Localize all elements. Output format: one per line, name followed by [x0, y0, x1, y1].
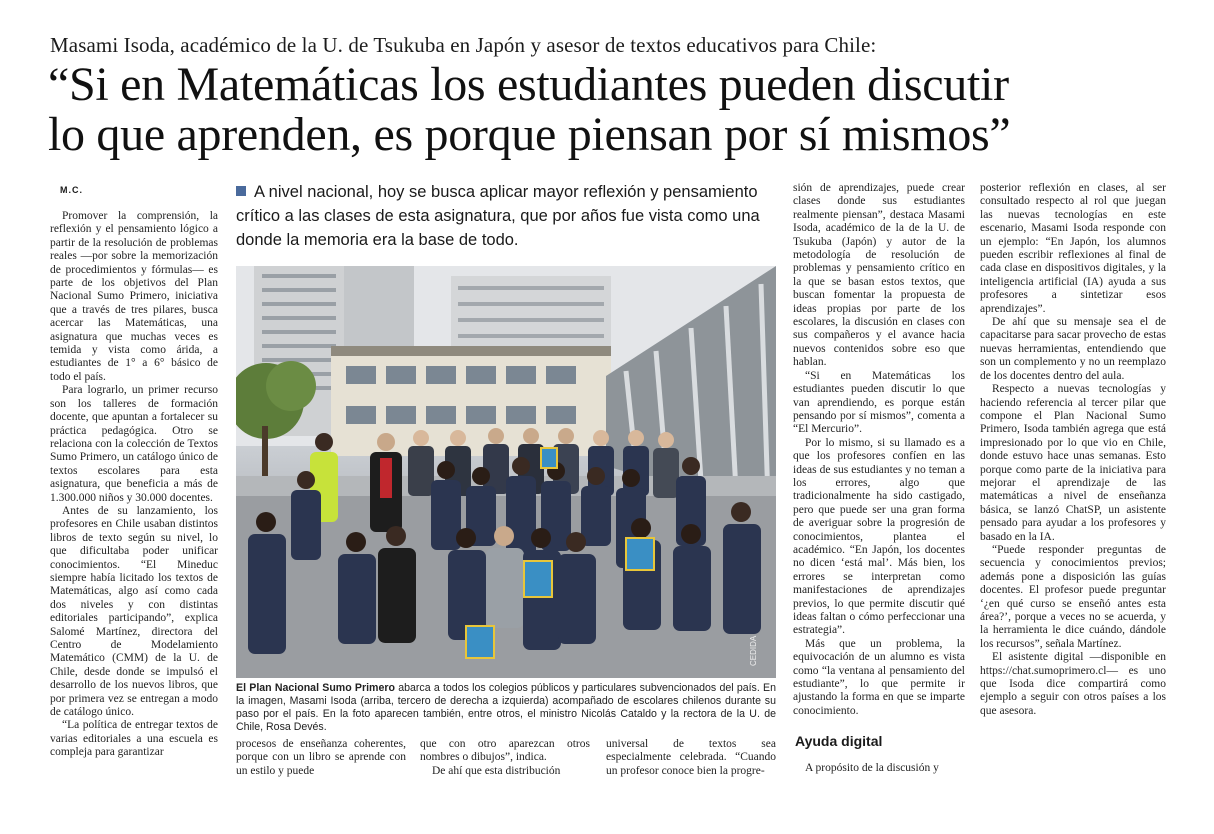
paragraph: posterior reflexión en clases, al ser consultado respecto al rol que juegan las nuevas tecnologías en este escenario, Masami Isoda responde con un ejemplo: “En Japón, los alumnos pueden escribir reflexiones al final de cada clase en dispositivos digitales, y la inteligencia artificial (IA) ayuda a sus profesores a sintetizar esos aprendizajes”. [980, 182, 1166, 315]
article-kicker: Masami Isoda, académico de la U. de Tsukuba en Japón y asesor de textos educativos para Chile: [50, 33, 877, 57]
lead-paragraph [236, 180, 764, 252]
paragraph: sión de aprendizajes, puede crear clases donde sus estudiantes realmente piensan”, destaca Masami Isoda, académico de la de la U. de Tsukuba (Japón) y autor de la metodología de resolución de problemas y pensamiento crítico en la que se basan estos textos, que buscan fomentar la propuesta de ideas propias por parte de los escolares, la discusión en clases con sus compañeros y el avance hacia nuevos contenidos sobre eso que hablan. [793, 182, 965, 369]
column-2 [236, 738, 406, 782]
paragraph: Más que un problema, la equivocación de un alumno es vista como “la ventana al pensamiento del estudiante”, lo que permite ir ajustando la forma en que se imparte conocimiento. [793, 637, 965, 717]
headline-line-2: lo que aprenden, es porque piensan por sí mismos” [48, 108, 1011, 161]
photo-credit: CEDIDA [749, 635, 758, 666]
paragraph: Por lo mismo, si su llamado es a que los profesores confíen en las ideas de sus estudiantes y no teman a los errores, algo que tradicionalmente ha sido castigado, pero que puede ser una gran forma de averiguar sobre la progresión de conocimientos, plantea el académico. “En Japón, los docentes no dicen ‘está mal’. Más bien, los errores se interpretan como manifestaciones de aprendizajes previos, lo que permite discutir qué ideas faltan o cómo perfeccionar una estrategia”. [793, 436, 965, 637]
paragraph: El asistente digital —disponible en https://chat.sumoprimero.cl— es uno que Isoda dice compartirá como ejemplo a seguir con otros países a los que asesora. [980, 651, 1166, 717]
column-3 [420, 738, 590, 782]
paragraph: Promover la comprensión, la reflexión y el pensamiento lógico a partir de la resolución de problemas reales —por sobre la memorización de procedimientos y fórmulas— es parte de los objetivos del Plan Nacional Sumo Primero, iniciativa que a través de tres pilares, busca acercar las Matemáticas, una asignatura que muchas veces es temida y vista como árida, a estudiantes de 1° a 6° básico de todo el país. [50, 210, 218, 383]
photo-caption [236, 682, 776, 734]
section-subhead: Ayuda digital [795, 733, 883, 749]
byline: M.C. [60, 185, 83, 195]
paragraph: Para lograrlo, un primer recurso son los talleres de formación docente, que apuntan a fortalecer su práctica pedagógica. Otro se relaciona con la colección de Textos Sumo Primero, un catálogo único de textos escolares para esta asignatura, que beneficia a más de 1.300.000 niños y 30.000 docentes. [50, 384, 218, 504]
headline-line-1: “Si en Matemáticas los estudiantes pueden discutir [48, 58, 1009, 111]
paragraph: A propósito de la discusión y [805, 762, 939, 774]
column-5-after [793, 762, 965, 778]
paragraph: universal de textos sea especialmente celebrada. “Cuando un profesor conoce bien la progre- [606, 738, 776, 777]
column-1 [50, 210, 218, 780]
caption-text: abarca a todos los colegios públicos y particulares subvencionados del país. En la imagen, Masami Isoda (arriba, tercero de derecha a izquierda) acompañado de escolares chilenos durante su paso por el país. En la foto aparecen también, entre otros, el ministro Nicolás Cataldo y la rectora de la U. de Chile, Rosa Devés. [236, 682, 776, 733]
paragraph: “Si en Matemáticas los estudiantes pueden discutir lo que van aprendiendo, es porque están pensando por sí mismos”, comenta a “El Mercurio”. [793, 369, 965, 436]
paragraph: procesos de enseñanza coherentes, porque con un libro se aprende con un estilo y puede [236, 738, 406, 777]
lead-bullet-icon [236, 186, 246, 196]
caption-bold: El Plan Nacional Sumo Primero [236, 682, 395, 694]
paragraph: Antes de su lanzamiento, los profesores en Chile usaban distintos libros de texto según su nivel, lo que dificultaba poder unificar conocimientos. “El Mineduc siempre había licitado los textos de Matemáticas, algo así como cada dos niveles y con distintas editoriales participando”, explica Salomé Martínez, directora del Centro de Modelamiento Matemático (CMM) de la U. de Chile, desde donde se impulsó el desarrollo de los nuevos libros, que por primera vez se entregan a modo de catálogo único. [50, 504, 218, 719]
column-4 [606, 738, 776, 782]
article-photo [236, 266, 776, 678]
paragraph: Respecto a nuevas tecnologías y haciendo referencia al tercer pilar que compone el Plan Nacional Sumo Primero, Isoda también agrega que está impresionado por lo que vio en Chile, donde estuvo hace unas semanas. Esto porque como parte de la iniciativa para mejorar el aprendizaje de las matemáticas a nivel de enseñanza básica, se lanzó ChatSP, un asistente pensado para ayudar a los profesores y basado en la IA. [980, 383, 1166, 543]
paragraph: De ahí que su mensaje sea el de capacitarse para sacar provecho de estas nuevas herramientas, entendiendo que son un complemento y no un reemplazo de los docentes dentro del aula. [980, 316, 1166, 382]
article-headline [48, 60, 1178, 160]
column-5 [793, 182, 965, 727]
column-6 [980, 182, 1166, 782]
paragraph: “Puede responder preguntas de secuencia y conocimientos previos; además pone a disposición las guías docentes. El profesor puede preguntar ‘¿en qué curso se enseñó antes esta área?’, porque a veces no se acuerda, y la herramienta le dice cuándo, dándole los recursos”, señala Martínez. [980, 543, 1166, 650]
lead-text: A nivel nacional, hoy se busca aplicar mayor reflexión y pensamiento crítico a las clases de esta asignatura, que por años fue vista como una donde la memoria era la base de todo. [236, 183, 760, 249]
paragraph: De ahí que esta distribución [432, 764, 561, 777]
paragraph: “La política de entregar textos de varias editoriales a una escuela es compleja para garantizar [50, 719, 218, 759]
paragraph: que con otro aparezcan otros nombres o dibujos”, indica. [420, 738, 590, 764]
group-photo-illustration [236, 266, 776, 678]
